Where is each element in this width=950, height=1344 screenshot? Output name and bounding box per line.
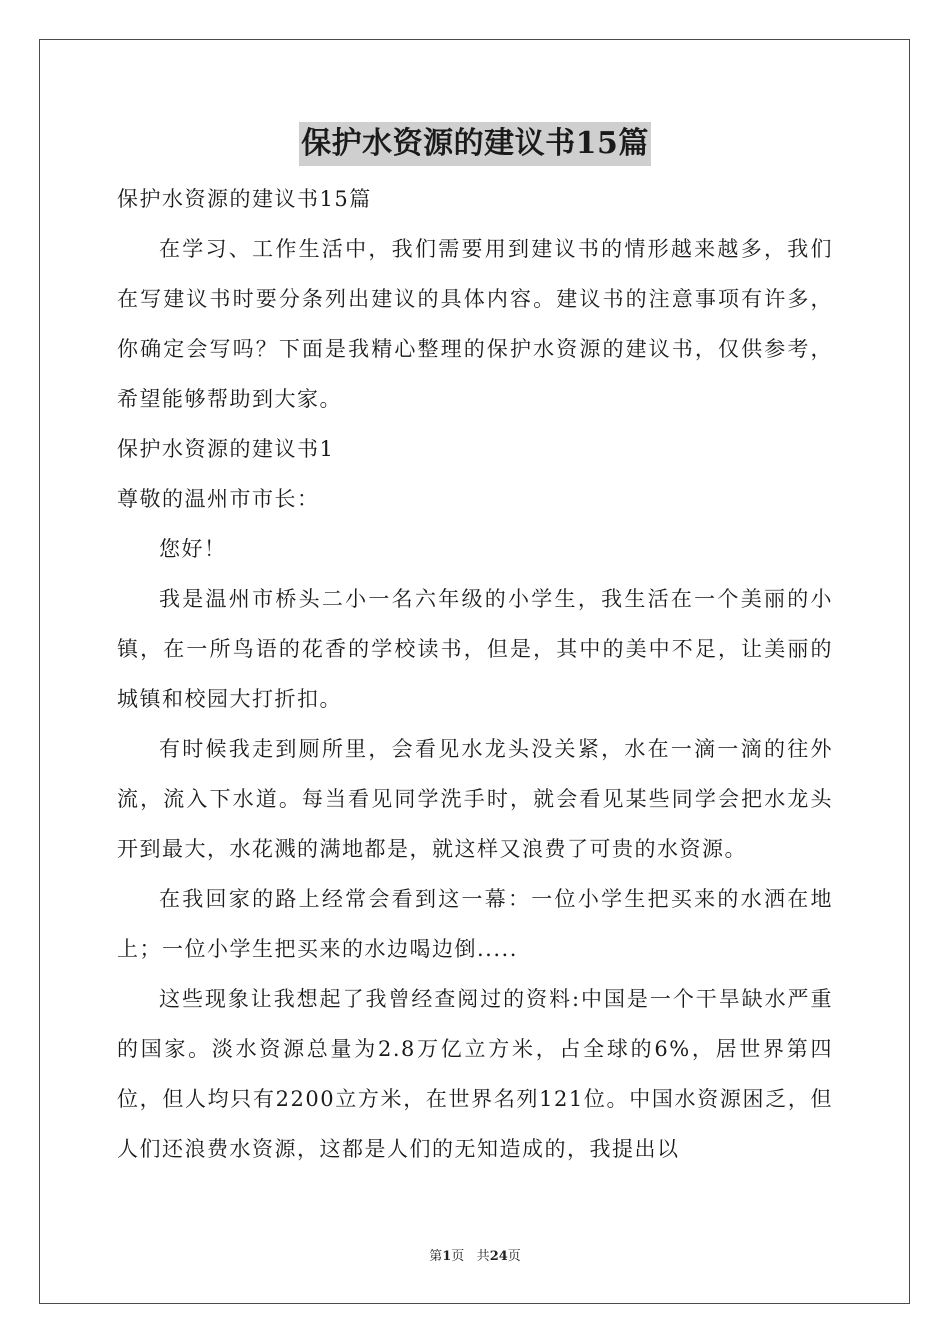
section-heading: 保护水资源的建议书1 [117, 437, 335, 461]
salutation: 尊敬的温州市市长： [117, 487, 320, 511]
greeting: 您好！ [159, 537, 227, 561]
title-container [0, 122, 950, 166]
page-footer [0, 1245, 950, 1264]
footer-page-suffix: 页 [451, 1249, 465, 1264]
footer-total-prefix: 共 [476, 1249, 490, 1264]
document-body [117, 174, 833, 1174]
intro-paragraph: 在学习、工作生活中，我们需要用到建议书的情形越来越多，我们在写建议书时要分条列出建议的具体内容。建议书的注意事项有许多，你确定会写吗？下面是我精心整理的保护水资源的建议书，仅供参考，希望能够帮助到大家。 [117, 237, 833, 411]
footer-prefix: 第 [429, 1249, 443, 1264]
body-paragraph: 我是温州市桥头二小一名六年级的小学生，我生活在一个美丽的小镇，在一所鸟语的花香的学校读书，但是，其中的美中不足，让美丽的城镇和校园大打折扣。 [117, 587, 833, 711]
body-paragraph: 在我回家的路上经常会看到这一幕：一位小学生把买来的水洒在地上；一位小学生把买来的水边喝边倒..... [117, 887, 833, 961]
document-title: 保护水资源的建议书15篇 [299, 122, 651, 166]
body-paragraph: 有时候我走到厕所里，会看见水龙头没关紧，水在一滴一滴的往外流，流入下水道。每当看见同学洗手时，就会看见某些同学会把水龙头开到最大，水花溅的满地都是，就这样又浪费了可贵的水资源。 [117, 737, 833, 861]
footer-total-suffix: 页 [507, 1249, 521, 1264]
body-paragraph: 这些现象让我想起了我曾经查阅过的资料:中国是一个干旱缺水严重的国家。淡水资源总量为2.8万亿立方米，占全球的6%，居世界第四位，但人均只有2200立方米，在世界名列121位。中国水资源困乏，但人们还浪费水资源，这都是人们的无知造成的，我提出以 [117, 987, 833, 1161]
total-pages: 24 [489, 1249, 508, 1264]
page-number: 1 [442, 1249, 452, 1264]
document-subtitle: 保护水资源的建议书15篇 [117, 187, 372, 211]
